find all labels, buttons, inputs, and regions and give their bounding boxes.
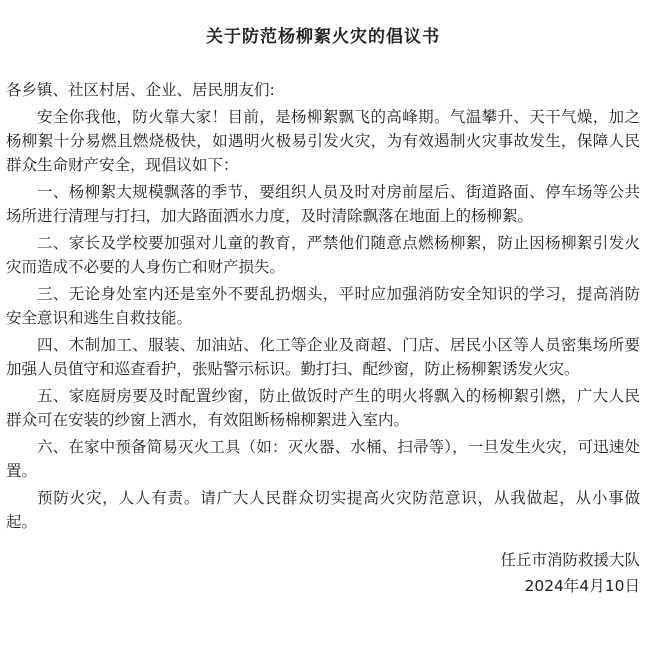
paragraph-item-3: 三、无论身处室内还是室外不要乱扔烟头，平时应加强消防安全知识的学习，提高消防安全意识和逃生自救技能。	[6, 285, 640, 327]
paragraph-item-1: 一、杨柳絮大规模飘落的季节，要组织人员及时对房前屋后、街道路面、停车场等公共场所进行清理与打扫，加大路面洒水力度，及时清除飘落在地面上的杨柳絮。	[6, 183, 640, 225]
document-title: 关于防范杨柳絮火灾的倡议书	[206, 27, 440, 47]
signature-date: 2024年4月10日	[524, 577, 640, 595]
paragraph-item-6: 六、在家中预备简易灭火工具（如：灭火器、水桶、扫帚等），一旦发生火灾，可迅速处置。	[6, 438, 640, 480]
salutation: 各乡镇、社区村居、企业、居民朋友们:	[6, 81, 275, 99]
signature-organization: 任丘市消防救援大队	[500, 551, 640, 569]
paragraph-item-4: 四、木制加工、服装、加油站、化工等企业及商超、门店、居民小区等人员密集场所要加强人员值守和巡查看护，张贴警示标识。勤打扫、配纱窗，防止杨柳絮诱发火灾。	[6, 336, 640, 378]
paragraph-item-5: 五、家庭厨房要及时配置纱窗，防止做饭时产生的明火将飘入的杨柳絮引燃，广大人民群众可在安装的纱窗上洒水，有效阻断杨棉柳絮进入室内。	[6, 387, 640, 429]
paragraph-closing: 预防火灾，人人有责。请广大人民群众切实提高火灾防范意识，从我做起，从小事做起。	[6, 489, 640, 531]
paragraph-item-2: 二、家长及学校要加强对儿童的教育，严禁他们随意点燃杨柳絮，防止因杨柳絮引发火灾而造成不必要的人身伤亡和财产损失。	[6, 234, 640, 276]
signature-block	[6, 548, 640, 598]
paragraph-intro: 安全你我他，防火靠大家！目前，是杨柳絮飘飞的高峰期。气温攀升、天干气燥，加之杨柳絮十分易燃且燃烧极快，如遇明火极易引发火灾，为有效遏制火灾事故发生，保障人民群众生命财产安全，现倡议如下：	[6, 108, 640, 174]
